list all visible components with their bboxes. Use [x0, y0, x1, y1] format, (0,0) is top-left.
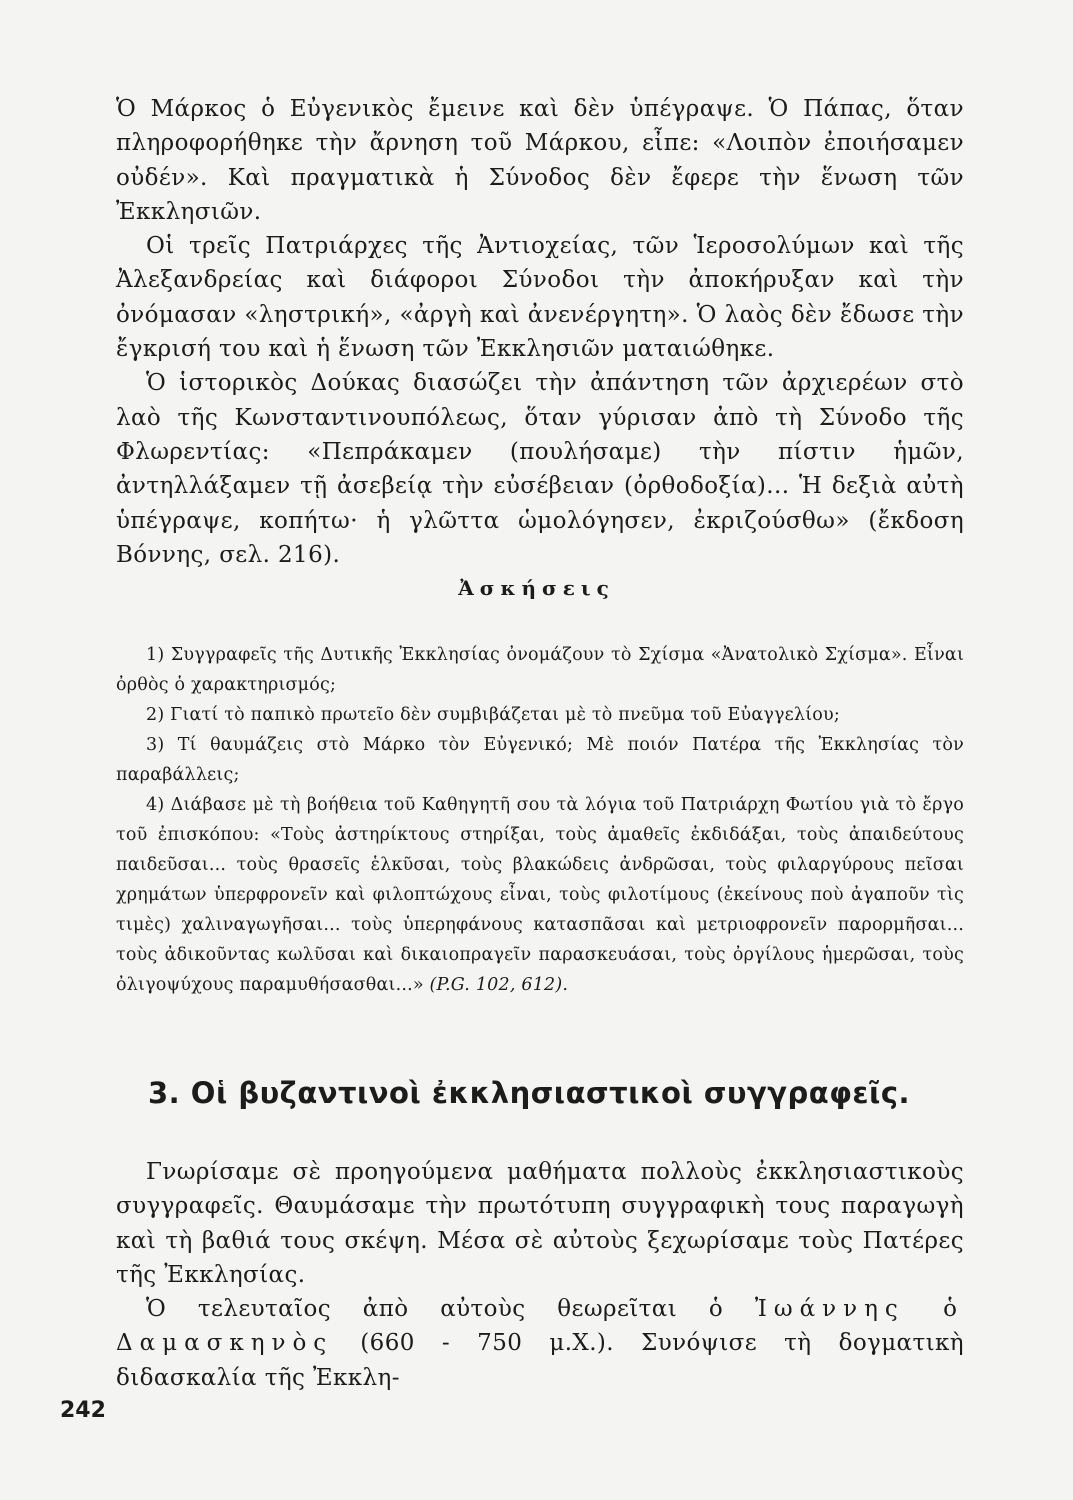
exercises-title: Ἀσκήσεις: [458, 576, 615, 600]
section-paragraph-2: [116, 1292, 964, 1395]
exercise-item-3: 3) Τί θαυμάζεις στὸ Μάρκο τὸν Εὐγενικό; Μὲ ποιόν Πατέρα τῆς Ἐκκλησίας τὸν παραβάλλεις;: [116, 735, 964, 785]
exercise-item-4: [116, 790, 964, 1000]
exercise-item-2: 2) Γιατί τὸ παπικὸ πρωτεῖο δὲν συμβιβάζεται μὲ τὸ πνεῦμα τοῦ Εὐαγγελίου;: [146, 705, 840, 725]
exercise-citation: (P.G. 102, 612).: [429, 975, 569, 995]
exercise-item-4-text: 4) Διάβασε μὲ τὴ βοήθεια τοῦ Καθηγητῆ σου τὰ λόγια τοῦ Πατριάρχη Φωτίου γιὰ τὸ ἔργο τοῦ ἐπισκόπου: «Τοὺς ἀστηρίκτους στηρίξαι, τοὺς ἀμαθεῖς ἐκδιδάξαι, τοὺς ἀπαιδεύτους παιδεῦσαι... τοὺς θρασεῖς ἑλκῦσαι, τοὺς βλακώδεις ἀνδρῶσαι, τοὺς φιλαργύρους πεῖσαι χρημάτων ὑπερφρονεῖν καὶ φιλοπτώχους εἶναι, τοὺς φιλοτίμους (ἐκείνους ποὺ ἀγαποῦν τὶς τιμὲς) χαλιναγωγῆσαι... τοὺς ὑπερηφάνους κατασπᾶσαι καὶ μετριοφρονεῖν παρορμῆσαι... τοὺς ἀδικοῦντας κωλῦσαι καὶ δικαιοπραγεῖν παρασκευάσαι, τοὺς ὀργίλους ἡμερῶσαι, τοὺς ὀλιγοψύχους παραμυθήσασθαι...»: [116, 795, 964, 995]
damascene-name: Ἰωάννης ὁ Δαμασκηνὸς: [116, 1296, 964, 1357]
intro-paragraph-1: Ὁ Μάρκος ὁ Εὐγενικὸς ἔμεινε καὶ δὲν ὑπέγραψε. Ὁ Πάπας, ὅταν πληροφορήθηκε τὴν ἄρνηση τοῦ Μάρκου, εἶπε: «Λοιπὸν ἐποιήσαμεν οὐδέν». Καὶ πραγματικὰ ἡ Σύνοδος δὲν ἔφερε τὴν ἕνωση τῶν Ἐκκλησιῶν.: [116, 96, 964, 225]
page-number: 242: [60, 1398, 106, 1423]
section-body: [116, 1155, 964, 1395]
section-paragraph-1: Γνωρίσαμε σὲ προηγούμενα μαθήματα πολλοὺς ἐκκλησιαστικοὺς συγγραφεῖς. Θαυμάσαμε τὴν πρωτότυπη συγγραφικὴ τους παραγωγὴ καὶ τὴ βαθιά τους σκέψη. Μέσα σὲ αὐτοὺς ξεχωρίσαμε τοὺς Πατέρες τῆς Ἐκκλησίας.: [116, 1159, 964, 1288]
section-heading: 3. Οἱ βυζαντινοὶ ἐκκλησιαστικοὶ συγγραφεῖς.: [148, 1076, 911, 1110]
section-paragraph-2-rest: (660 - 750 μ.Χ.). Συνόψισε τὴ δογματικὴ διδασκαλία τῆς Ἐκκλη-: [116, 1330, 964, 1391]
intro-text: [116, 92, 964, 572]
exercises-list: [116, 640, 964, 1000]
section-paragraph-2-lead: Ὁ τελευταῖος ἀπὸ αὐτοὺς θεωρεῖται ὁ: [146, 1296, 724, 1323]
intro-paragraph-3: Ὁ ἱστορικὸς Δούκας διασώζει τὴν ἀπάντηση τῶν ἀρχιερέων στὸ λαὸ τῆς Κωνσταντινουπόλεως, ὅταν γύρισαν ἀπὸ τὴ Σύνοδο τῆς Φλωρεντίας: «Πεπράκαμεν (πουλήσαμε) τὴν πίστιν ἡμῶν, ἀντηλλάξαμεν τῇ ἀσεβείᾳ τὴν εὐσέβειαν (ὀρθοδοξία)... Ἡ δεξιὰ αὐτὴ ὑπέγραψε, κοπήτω· ἡ γλῶττα ὡμολόγησεν, ἐκριζούσθω» (ἔκδοση Βόννης, σελ. 216).: [116, 370, 964, 568]
intro-paragraph-2: Οἱ τρεῖς Πατριάρχες τῆς Ἀντιοχείας, τῶν Ἱεροσολύμων καὶ τῆς Ἀλεξανδρείας καὶ διάφοροι Σύνοδοι τὴν ἀποκήρυξαν καὶ τὴν ὀνόμασαν «ληστρική», «ἀργὴ καὶ ἀνενέργητη». Ὁ λαὸς δὲν ἔδωσε τὴν ἔγκρισή του καὶ ἡ ἕνωση τῶν Ἐκκλησιῶν ματαιώθηκε.: [116, 233, 964, 363]
exercise-item-1: 1) Συγγραφεῖς τῆς Δυτικῆς Ἐκκλησίας ὀνομάζουν τὸ Σχίσμα «Ἀνατολικὸ Σχίσμα». Εἶναι ὀρθὸς ὁ χαρακτηρισμός;: [116, 645, 964, 695]
